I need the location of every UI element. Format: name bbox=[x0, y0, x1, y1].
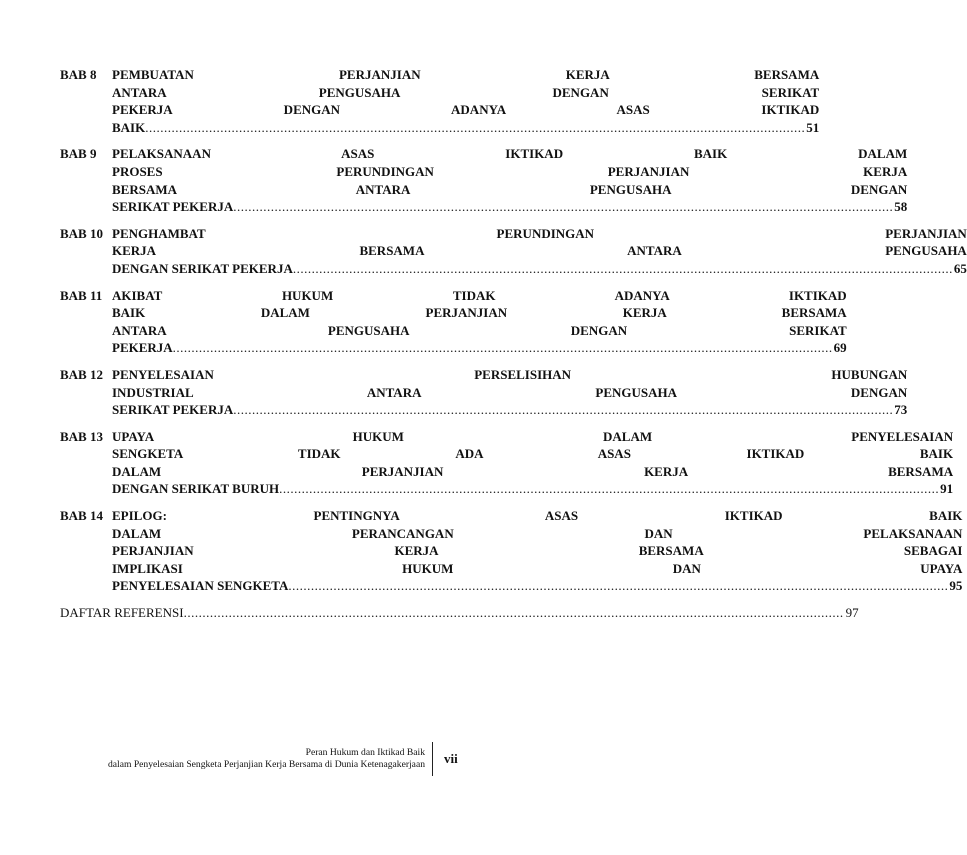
dot-leader bbox=[293, 260, 953, 278]
footer-divider bbox=[432, 742, 433, 776]
chapter-title bbox=[112, 366, 907, 419]
dot-leader bbox=[288, 577, 948, 595]
chapter-number: BAB 10 bbox=[60, 225, 103, 241]
page-number: vii bbox=[444, 751, 458, 766]
dot-leader bbox=[279, 480, 939, 498]
chapter-title-line: BAIK bbox=[112, 119, 146, 135]
page-reference: 58 bbox=[894, 199, 908, 215]
footer-title-line-1: Peran Hukum dan Iktikad Baik bbox=[305, 747, 425, 758]
page-reference: 69 bbox=[833, 340, 847, 356]
chapter-title-line: AKIBAT HUKUM TIDAK ADANYA IKTIKAD bbox=[112, 287, 847, 303]
chapter-title-last-line bbox=[112, 339, 847, 357]
page-reference: 51 bbox=[806, 119, 820, 135]
chapter-number: BAB 9 bbox=[60, 146, 97, 162]
chapter-title-line: KERJA BERSAMA ANTARA PENGUSAHA bbox=[112, 243, 967, 259]
page-reference: 95 bbox=[949, 578, 963, 594]
toc-entry[interactable] bbox=[60, 507, 963, 595]
chapter-title-last-line bbox=[112, 480, 953, 498]
chapter-title-line: ANTARA PENGUSAHA DENGAN SERIKAT bbox=[112, 322, 847, 338]
chapter-title-line: PERJANJIAN KERJA BERSAMA SEBAGAI bbox=[112, 543, 963, 559]
chapter-title-line: PENYELESAIAN PERSELISIHAN HUBUNGAN bbox=[112, 366, 908, 382]
chapter-title bbox=[112, 225, 967, 278]
chapter-number: BAB 14 bbox=[60, 508, 103, 524]
chapter-title bbox=[112, 145, 907, 215]
chapter-title-line: UPAYA HUKUM DALAM PENYELESAIAN bbox=[112, 428, 954, 444]
chapter-title bbox=[112, 507, 962, 595]
toc-entry[interactable] bbox=[60, 428, 954, 498]
chapter-title-line: SERIKAT PEKERJA bbox=[112, 402, 234, 418]
chapter-number: BAB 13 bbox=[60, 428, 103, 444]
chapter-title-line: INDUSTRIAL ANTARA PENGUSAHA DENGAN bbox=[112, 384, 908, 400]
chapter-title-line: DENGAN SERIKAT BURUH bbox=[112, 481, 280, 497]
chapter-title-line: PEKERJA DENGAN ADANYA ASAS IKTIKAD bbox=[112, 102, 820, 118]
page-reference: 91 bbox=[940, 481, 954, 497]
running-footer bbox=[40, 747, 425, 771]
chapter-title-line: DENGAN SERIKAT PEKERJA bbox=[112, 260, 293, 276]
chapter-title-line: PENGHAMBAT PERUNDINGAN PERJANJIAN bbox=[112, 225, 967, 241]
dot-leader bbox=[184, 604, 844, 622]
page-reference: 97 bbox=[845, 605, 859, 621]
chapter-title-line: PELAKSANAAN ASAS IKTIKAD BAIK DALAM bbox=[112, 146, 908, 162]
toc-entry[interactable] bbox=[60, 145, 908, 215]
chapter-title-last-line bbox=[112, 577, 962, 595]
chapter-title-line: PEKERJA bbox=[112, 340, 173, 356]
dot-leader bbox=[233, 198, 893, 216]
chapter-number: BAB 12 bbox=[60, 366, 103, 382]
dot-leader bbox=[173, 339, 833, 357]
chapter-title-last-line bbox=[112, 260, 967, 278]
references-label: DAFTAR REFERENSI bbox=[60, 605, 184, 621]
chapter-title bbox=[112, 66, 819, 136]
toc-entry-references[interactable] bbox=[60, 604, 859, 622]
chapter-title bbox=[112, 428, 953, 498]
chapter-title-line: SENGKETA TIDAK ADA ASAS IKTIKAD BAIK bbox=[112, 446, 954, 462]
chapter-title-line: DALAM PERANCANGAN DAN PELAKSANAAN bbox=[112, 525, 963, 541]
toc-entry[interactable] bbox=[60, 366, 908, 419]
chapter-title-line: PENYELESAIAN SENGKETA bbox=[112, 578, 289, 594]
chapter-title-last-line bbox=[112, 119, 819, 137]
chapter-number: BAB 8 bbox=[60, 67, 97, 82]
chapter-title-last-line bbox=[112, 401, 907, 419]
chapter-title-line: ANTARA PENGUSAHA DENGAN SERIKAT bbox=[112, 84, 820, 100]
chapter-title-line: IMPLIKASI HUKUM DAN UPAYA bbox=[112, 560, 963, 576]
footer-title-line-2: dalam Penyelesaian Sengketa Perjanjian Kerja Bersama di Dunia Ketenagakerjaan bbox=[108, 759, 425, 770]
toc-entry[interactable] bbox=[60, 225, 967, 278]
chapter-title-line: EPILOG: PENTINGNYA ASAS IKTIKAD BAIK bbox=[112, 508, 963, 524]
chapter-title-last-line bbox=[112, 198, 907, 216]
chapter-title-line: DALAM PERJANJIAN KERJA BERSAMA bbox=[112, 463, 954, 479]
chapter-number: BAB 11 bbox=[60, 287, 103, 303]
dot-leader bbox=[145, 119, 805, 137]
chapter-title-line: SERIKAT PEKERJA bbox=[112, 199, 234, 215]
chapter-title-line: PROSES PERUNDINGAN PERJANJIAN KERJA bbox=[112, 163, 908, 179]
table-of-contents bbox=[60, 66, 967, 622]
chapter-title-line: PEMBUATAN PERJANJIAN KERJA BERSAMA bbox=[112, 67, 820, 82]
dot-leader bbox=[233, 401, 893, 419]
page-reference: 65 bbox=[953, 260, 967, 276]
toc-entry[interactable] bbox=[60, 287, 847, 357]
toc-entry[interactable] bbox=[60, 66, 820, 136]
chapter-title-line: BAIK DALAM PERJANJIAN KERJA BERSAMA bbox=[112, 305, 847, 321]
chapter-title-line: BERSAMA ANTARA PENGUSAHA DENGAN bbox=[112, 181, 908, 197]
page-reference: 73 bbox=[894, 402, 908, 418]
chapter-title bbox=[112, 287, 847, 357]
